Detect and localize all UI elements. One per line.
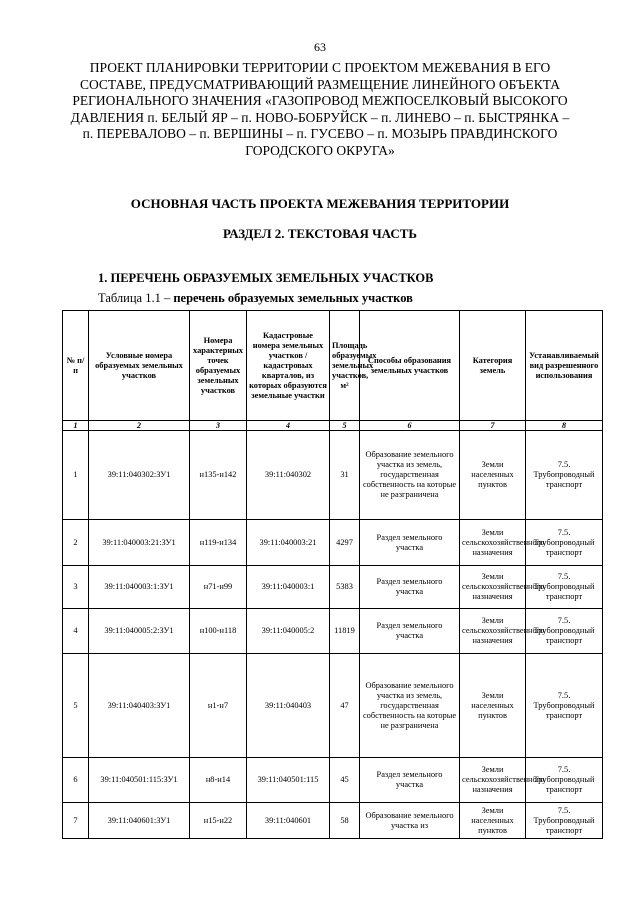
cell-plot-id: 39:11:040601:ЗУ1 <box>89 803 190 839</box>
page-number: 63 <box>314 40 326 54</box>
header-row <box>63 311 603 421</box>
cell-category: Земли населенных пунктов <box>460 654 526 758</box>
cell-use: 7.5. Трубопроводный транспорт <box>526 654 603 758</box>
column-number: 8 <box>526 421 603 431</box>
table-row <box>63 520 603 566</box>
cell-method: Образование земельного участка из земель, государственная собственность на которые не разграничена <box>360 431 460 520</box>
table-row <box>63 566 603 609</box>
land-plots-table <box>62 310 603 839</box>
header-cell: Устанавливаемый вид разрешенного использования <box>526 311 603 421</box>
cell-category: Земли сельскохозяйственного назначения <box>460 758 526 803</box>
header-cell: Категория земель <box>460 311 526 421</box>
cell-category: Земли сельскохозяйственного назначения <box>460 609 526 654</box>
main-heading: ОСНОВНАЯ ЧАСТЬ ПРОЕКТА МЕЖЕВАНИЯ ТЕРРИТОРИИ <box>130 196 510 211</box>
cell-use: 7.5. Трубопроводный транспорт <box>526 803 603 839</box>
cell-method: Раздел земельного участка <box>360 566 460 609</box>
cell-cadastral: 39:11:040403 <box>247 654 330 758</box>
cell-use: 7.5. Трубопроводный транспорт <box>526 566 603 609</box>
cell-index: 5 <box>63 654 89 758</box>
section-heading: РАЗДЕЛ 2. ТЕКСТОВАЯ ЧАСТЬ <box>222 226 418 241</box>
cell-use: 7.5. Трубопроводный транспорт <box>526 609 603 654</box>
cell-cadastral: 39:11:040003:21 <box>247 520 330 566</box>
header-cell: № п/п <box>63 311 89 421</box>
column-number: 5 <box>330 421 360 431</box>
column-number: 2 <box>89 421 190 431</box>
cell-plot-id: 39:11:040403:ЗУ1 <box>89 654 190 758</box>
column-number: 1 <box>63 421 89 431</box>
header-cell: Способы образования земельных участков <box>360 311 460 421</box>
caption-prefix: Таблица 1.1 – <box>98 291 174 305</box>
cell-cadastral: 39:11:040302 <box>247 431 330 520</box>
column-number: 4 <box>247 421 330 431</box>
cell-index: 1 <box>63 431 89 520</box>
cell-index: 3 <box>63 566 89 609</box>
cell-cadastral: 39:11:040005:2 <box>247 609 330 654</box>
cell-use: 7.5. Трубопроводный транспорт <box>526 520 603 566</box>
cell-area: 5383 <box>330 566 360 609</box>
caption-title: перечень образуемых земельных участков <box>173 291 413 305</box>
table-row <box>63 803 603 839</box>
cell-area: 58 <box>330 803 360 839</box>
column-number: 6 <box>360 421 460 431</box>
cell-plot-id: 39:11:040003:21:ЗУ1 <box>89 520 190 566</box>
cell-category: Земли сельскохозяйственного назначения <box>460 520 526 566</box>
cell-area: 47 <box>330 654 360 758</box>
header-cell: Номера характерных точек образуемых земельных участков <box>190 311 247 421</box>
column-number: 3 <box>190 421 247 431</box>
table-row <box>63 758 603 803</box>
table-row <box>63 654 603 758</box>
cell-points: н1-н7 <box>190 654 247 758</box>
cell-method: Образование земельного участка из земель, государственная собственность на которые не разграничена <box>360 654 460 758</box>
header-cell: Условные номера образуемых земельных участков <box>89 311 190 421</box>
cell-plot-id: 39:11:040003:1:ЗУ1 <box>89 566 190 609</box>
cell-area: 4297 <box>330 520 360 566</box>
cell-method: Раздел земельного участка <box>360 609 460 654</box>
cell-points: н8-н14 <box>190 758 247 803</box>
table-caption <box>98 291 413 306</box>
table-row <box>63 609 603 654</box>
cell-points: н100-н118 <box>190 609 247 654</box>
cell-points: н71-н99 <box>190 566 247 609</box>
cell-area: 31 <box>330 431 360 520</box>
cell-index: 6 <box>63 758 89 803</box>
table-row <box>63 431 603 520</box>
column-number: 7 <box>460 421 526 431</box>
cell-cadastral: 39:11:040003:1 <box>247 566 330 609</box>
cell-use: 7.5. Трубопроводный транспорт <box>526 431 603 520</box>
column-number-row <box>63 421 603 431</box>
cell-index: 7 <box>63 803 89 839</box>
cell-method: Раздел земельного участка <box>360 520 460 566</box>
cell-points: н15-н22 <box>190 803 247 839</box>
cell-use: 7.5. Трубопроводный транспорт <box>526 758 603 803</box>
cell-points: н135-н142 <box>190 431 247 520</box>
cell-category: Земли населенных пунктов <box>460 431 526 520</box>
cell-plot-id: 39:11:040005:2:ЗУ1 <box>89 609 190 654</box>
cell-cadastral: 39:11:040501:115 <box>247 758 330 803</box>
cell-cadastral: 39:11:040601 <box>247 803 330 839</box>
cell-plot-id: 39:11:040501:115:ЗУ1 <box>89 758 190 803</box>
cell-index: 4 <box>63 609 89 654</box>
cell-points: н119-н134 <box>190 520 247 566</box>
cell-area: 11819 <box>330 609 360 654</box>
cell-category: Земли сельскохозяйственного назначения <box>460 566 526 609</box>
cell-area: 45 <box>330 758 360 803</box>
list-heading: 1. ПЕРЕЧЕНЬ ОБРАЗУЕМЫХ ЗЕМЕЛЬНЫХ УЧАСТКОВ <box>98 271 434 285</box>
cell-method: Образование земельного участка из <box>360 803 460 839</box>
cell-index: 2 <box>63 520 89 566</box>
project-title: ПРОЕКТ ПЛАНИРОВКИ ТЕРРИТОРИИ С ПРОЕКТОМ МЕЖЕВАНИЯ В ЕГО СОСТАВЕ, ПРЕДУСМАТРИВАЮЩИЙ РАЗМЕЩЕНИЕ ЛИНЕЙНОГО ОБЪЕКТА РЕГИОНАЛЬНОГО ЗНАЧЕНИЯ «ГАЗОПРОВОД МЕЖПОСЕЛКОВЫЙ ВЫСОКОГО ДАВЛЕНИЯ п. БЕЛЫЙ ЯР – п. НОВО-БОБРУЙСК – п. ЛИНЕВО – п. БЫСТРЯНКА – п. ПЕРЕВАЛОВО – п. ВЕРШИНЫ – п. ГУСЕВО – п. МОЗЫРЬ ПРАВДИНСКОГО ГОРОДСКОГО ОКРУГА» <box>70 60 570 158</box>
cell-plot-id: 39:11:040302:ЗУ1 <box>89 431 190 520</box>
cell-method: Раздел земельного участка <box>360 758 460 803</box>
header-cell: Площадь образуемых земельных участков, м² <box>330 311 360 421</box>
header-cell: Кадастровые номера земельных участков / кадастровых кварталов, из которых образуются земельные участки <box>247 311 330 421</box>
cell-category: Земли населенных пунктов <box>460 803 526 839</box>
